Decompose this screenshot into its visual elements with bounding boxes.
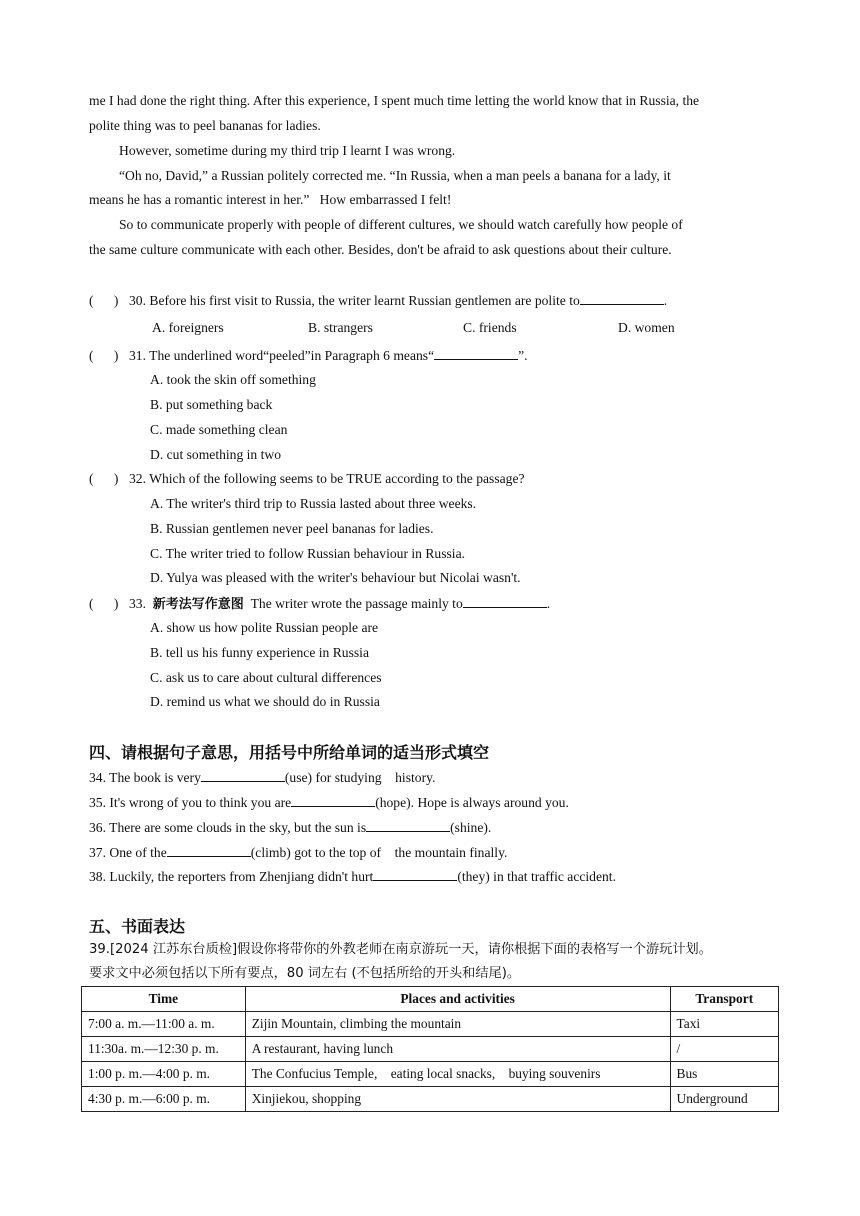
activity-cell: Xinjiekou, shopping (245, 1087, 670, 1112)
transport-cell: Taxi (670, 1012, 778, 1037)
writing-prompt: 39.[2024 江苏东台质检]假设你将带你的外教老师在南京游玩一天，请你根据下面的表格写一个游玩计划。 (89, 942, 712, 957)
section-5-heading: 五、书面表达 (89, 917, 186, 936)
passage-line: means he has a romantic interest in her.” How embarrassed I felt! (89, 192, 452, 207)
option-b[interactable]: B. strangers (308, 320, 373, 335)
option-a[interactable]: A. show us how polite Russian people are (150, 620, 379, 635)
activity-cell: Zijin Mountain, climbing the mountain (245, 1012, 670, 1037)
section-4-heading: 四、请根据句子意思，用括号中所给单词的适当形式填空 (89, 743, 490, 762)
question-stem: 30. Before his first visit to Russia, the writer learnt Russian gentlemen are polite to (129, 293, 580, 308)
activity-cell: The Confucius Temple, eating local snacks, buying souvenirs (245, 1062, 670, 1087)
question-type-tag: 新考法写作意图 (152, 597, 244, 612)
option-a[interactable]: A. The writer's third trip to Russia lasted about three weeks. (150, 496, 477, 511)
question-30: ( ) 30. Before his first visit to Russia, the writer learnt Russian gentlemen are polite to . (89, 293, 668, 308)
column-header-time: Time (82, 987, 246, 1012)
answer-bracket[interactable]: ( ) (89, 596, 119, 611)
table-row (82, 1012, 779, 1037)
time-cell: 4:30 p. m.—6:00 p. m. (82, 1087, 246, 1112)
option-c[interactable]: C. made something clean (150, 422, 288, 437)
fill-item-38: 38. Luckily, the reporters from Zhenjiang didn't hurt (they) in that traffic accident. (89, 869, 616, 884)
option-a[interactable]: A. took the skin off something (150, 372, 316, 387)
option-c[interactable]: C. ask us to care about cultural differences (150, 670, 382, 685)
answer-blank[interactable] (366, 818, 450, 832)
answer-blank[interactable] (373, 867, 457, 881)
plan-table (81, 986, 779, 1112)
answer-bracket[interactable]: ( ) (89, 348, 119, 363)
answer-blank[interactable] (167, 843, 251, 857)
fill-item-37: 37. One of the (climb) got to the top of the mountain finally. (89, 845, 508, 860)
question-33: ( ) 33. 新考法写作意图 The writer wrote the passage mainly to . (89, 596, 551, 612)
option-a[interactable]: A. foreigners (152, 320, 224, 335)
passage-line: “Oh no, David,” a Russian politely corrected me. “In Russia, when a man peels a banana for a lady, it (119, 168, 671, 183)
answer-blank[interactable] (291, 793, 375, 807)
answer-blank[interactable] (580, 291, 664, 305)
option-b[interactable]: B. tell us his funny experience in Russia (150, 645, 369, 660)
table-row (82, 1037, 779, 1062)
question-stem: The writer wrote the passage mainly to (250, 596, 463, 611)
passage-line: So to communicate properly with people of different cultures, we should watch carefully how people of (119, 217, 683, 232)
option-d[interactable]: D. remind us what we should do in Russia (150, 694, 380, 709)
answer-bracket[interactable]: ( ) (89, 471, 119, 486)
answer-blank[interactable] (201, 768, 285, 782)
passage-line: me I had done the right thing. After this experience, I spent much time letting the world know that in Russia, the (89, 93, 700, 108)
fill-item-34: 34. The book is very (use) for studying history. (89, 770, 436, 785)
question-32 (89, 470, 525, 488)
answer-blank[interactable] (463, 594, 547, 608)
column-header-transport: Transport (670, 987, 778, 1012)
answer-bracket[interactable]: ( ) (89, 293, 119, 308)
time-cell: 7:00 a. m.—11:00 a. m. (82, 1012, 246, 1037)
column-header-places: Places and activities (245, 987, 670, 1012)
option-b[interactable]: B. put something back (150, 397, 273, 412)
transport-cell: Underground (670, 1087, 778, 1112)
activity-cell: A restaurant, having lunch (245, 1037, 670, 1062)
fill-item-36: 36. There are some clouds in the sky, but the sun is (shine). (89, 820, 492, 835)
time-cell: 1:00 p. m.—4:00 p. m. (82, 1062, 246, 1087)
question-31: ( ) 31. The underlined word“peeled”in Paragraph 6 means“ ”. (89, 348, 528, 363)
table-row (82, 1062, 779, 1087)
fill-item-35: 35. It's wrong of you to think you are (hope). Hope is always around you. (89, 795, 569, 810)
writing-requirements: 要求文中必须包括以下所有要点，80 词左右 (不包括所给的开头和结尾)。 (89, 966, 521, 981)
table-row (82, 1087, 779, 1112)
time-cell: 11:30a. m.—12:30 p. m. (82, 1037, 246, 1062)
option-c[interactable]: C. The writer tried to follow Russian behaviour in Russia. (150, 546, 466, 561)
transport-cell: Bus (670, 1062, 778, 1087)
passage-line: polite thing was to peel bananas for ladies. (89, 118, 321, 133)
question-stem: 32. Which of the following seems to be TRUE according to the passage? (129, 471, 525, 486)
option-b[interactable]: B. Russian gentlemen never peel bananas for ladies. (150, 521, 434, 536)
question-stem: 31. The underlined word“peeled”in Paragraph 6 means“ (129, 348, 435, 363)
option-d[interactable]: D. Yulya was pleased with the writer's behaviour but Nicolai wasn't. (150, 570, 521, 585)
option-d[interactable]: D. cut something in two (150, 447, 282, 462)
option-c[interactable]: C. friends (463, 320, 517, 335)
transport-cell: / (670, 1037, 778, 1062)
table-header-row (82, 987, 779, 1012)
passage-line: However, sometime during my third trip I learnt I was wrong. (119, 143, 456, 158)
answer-blank[interactable] (434, 346, 518, 360)
option-d[interactable]: D. women (618, 320, 675, 335)
passage-line: the same culture communicate with each other. Besides, don't be afraid to ask questions about their culture. (89, 242, 672, 257)
